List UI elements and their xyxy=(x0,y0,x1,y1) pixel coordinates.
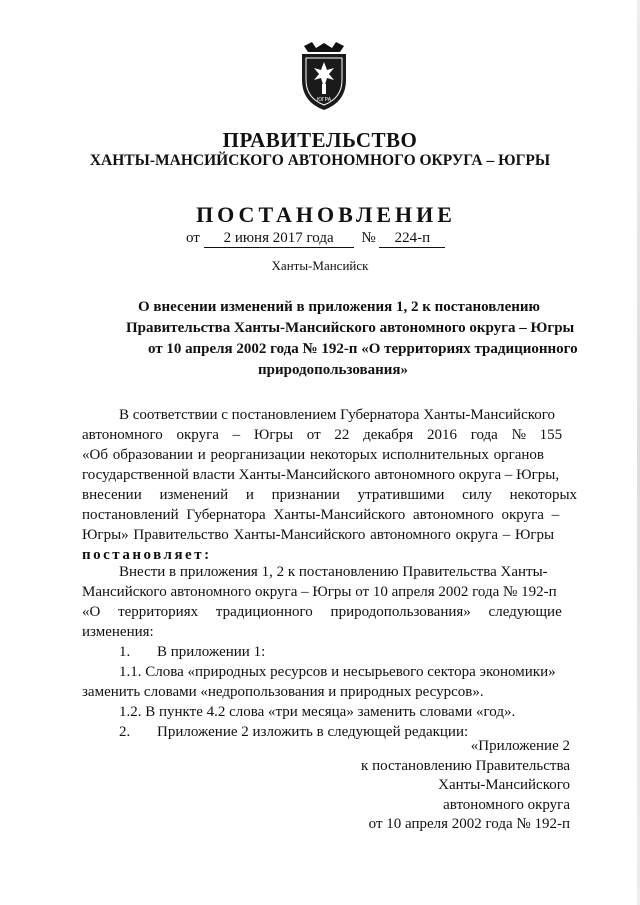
city: Ханты-Мансийск xyxy=(271,258,369,273)
item-1-1-line: 1.1. Слова «природных ресурсов и несырьевого сектора экономики» xyxy=(119,664,556,680)
preamble-line: В соответствии с постановлением Губернатора Ханты-Мансийского xyxy=(119,407,556,423)
appendix-line: к постановлению Правительства xyxy=(361,757,570,774)
preamble-line: автономного округа – Югры от 22 декабря 2016 года № 155 xyxy=(82,427,563,443)
emblem-text: ЮГРА xyxy=(316,97,332,103)
document-type: ПОСТАНОВЛЕНИЕ xyxy=(196,202,456,227)
preamble-line: «Об образовании и реорганизации некоторых исполнительных органов xyxy=(82,447,544,463)
preamble-line: Югры» Правительство Ханты-Мансийского автономного округа – Югры xyxy=(82,527,555,543)
appendix-line: Ханты-Мансийского xyxy=(438,777,570,793)
operative-line: Мансийского автономного округа – Югры от 10 апреля 2002 года № 192-п xyxy=(82,584,557,600)
item-1-2: 1.2. В пункте 4.2 слова «три месяца» заменить словами «год». xyxy=(119,704,516,720)
decree-date: 2 июня 2017 года xyxy=(204,230,354,248)
subject-line: Правительства Ханты-Мансийского автономного округа – Югры xyxy=(126,320,575,336)
operative-line: изменения: xyxy=(82,624,154,640)
subject-line: от 10 апреля 2002 года № 192-п «О территориях традиционного xyxy=(148,341,578,357)
preamble-line: внесении изменений и признании утратившими силу некоторых xyxy=(82,487,578,503)
item-2-text: Приложение 2 изложить в следующей редакции: xyxy=(157,724,469,740)
item-1-1-line: заменить словами «недропользования и природных ресурсов». xyxy=(82,684,484,700)
item-1-text: В приложении 1: xyxy=(157,644,266,660)
resolves-word: постановляет: xyxy=(82,547,212,563)
subject-heading xyxy=(110,297,578,381)
subject-line: О внесении изменений в приложения 1, 2 к постановлению xyxy=(138,299,540,315)
appendix-line: от 10 апреля 2002 года № 192-п xyxy=(368,816,570,832)
coat-of-arms-icon xyxy=(296,40,352,112)
dateline xyxy=(186,230,445,248)
preamble-line: постановлений Губернатора Ханты-Мансийского автономного округа – xyxy=(82,507,560,523)
appendix-line: «Приложение 2 xyxy=(470,738,570,754)
decree-number: 224-п xyxy=(379,230,445,248)
appendix-line: автономного округа xyxy=(443,796,570,813)
region-title: ХАНТЫ-МАНСИЙСКОГО АВТОНОМНОГО ОКРУГА – ЮГРЫ xyxy=(89,152,551,169)
item-1-number: 1. xyxy=(119,644,131,660)
operative-line: «О территориях традиционного природопользования» следующие xyxy=(82,604,562,620)
number-label: № xyxy=(361,230,376,246)
subject-line: природопользования» xyxy=(258,362,408,378)
preamble xyxy=(82,405,578,565)
preamble-line: государственной власти Ханты-Мансийского автономного округа – Югры, xyxy=(82,467,560,483)
operative-line: Внести в приложения 1, 2 к постановлению Правительства Ханты- xyxy=(119,564,548,580)
operative-part xyxy=(82,562,570,742)
item-2-number: 2. xyxy=(119,724,131,740)
government-title: ПРАВИТЕЛЬСТВО xyxy=(222,128,418,152)
item-1 xyxy=(82,642,570,662)
appendix-heading xyxy=(310,737,570,835)
date-from-label: от xyxy=(186,230,200,246)
